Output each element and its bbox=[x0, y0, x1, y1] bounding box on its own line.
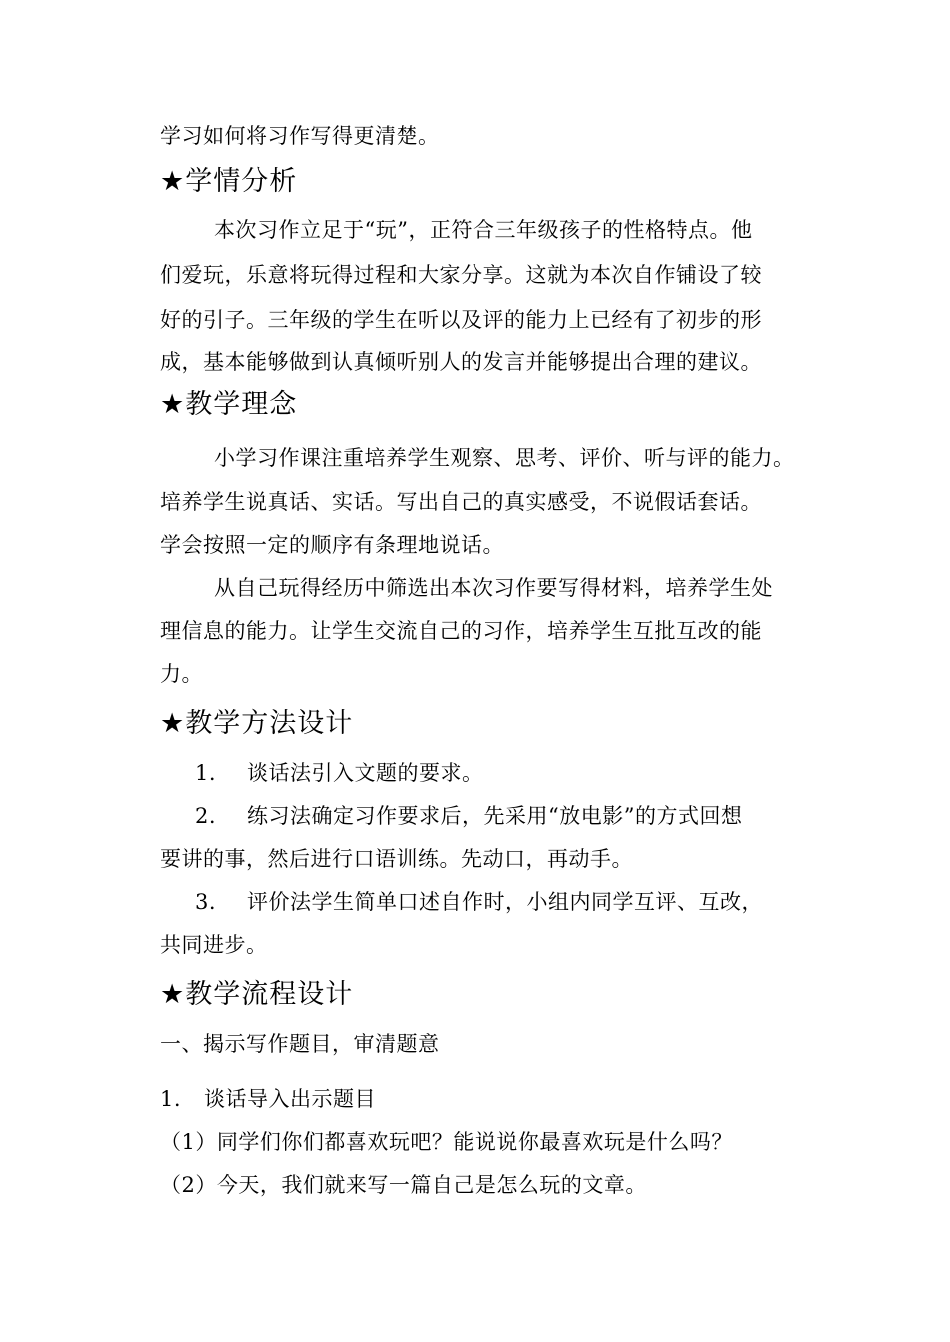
list-item bbox=[195, 887, 763, 917]
list-continuation: 要讲的事，然后进行口语训练。先动口，再动手。 bbox=[160, 847, 633, 871]
question-line: （1）同学们你们都喜欢玩吧？能说说你最喜欢玩是什么吗？ bbox=[160, 1130, 733, 1154]
heading-xueqing: ★学情分析 bbox=[160, 166, 298, 197]
step-heading: 一、揭示写作题目，审清题意 bbox=[160, 1032, 440, 1056]
list-item bbox=[195, 801, 742, 831]
list-number: 1. bbox=[195, 761, 217, 785]
question-line: （2）今天，我们就来写一篇自己是怎么玩的文章。 bbox=[160, 1173, 647, 1197]
paragraph-line: 小学习作课注重培养学生观察、思考、评价、听与评的能力。 bbox=[214, 446, 795, 470]
paragraph-line: 从自己玩得经历中筛选出本次习作要写得材料，培养学生处 bbox=[214, 576, 773, 600]
list-text: 练习法确定习作要求后，先采用“放电影”的方式回想 bbox=[247, 804, 743, 828]
paragraph-line: 本次习作立足于“玩”，正符合三年级孩子的性格特点。他 bbox=[214, 218, 753, 242]
list-number: 1. bbox=[160, 1087, 182, 1111]
list-number: 2. bbox=[195, 804, 217, 828]
paragraph-line: 好的引子。三年级的学生在听以及评的能力上已经有了初步的形 bbox=[160, 308, 762, 332]
paragraph-line: 理信息的能力。让学生交流自己的习作，培养学生互批互改的能 bbox=[160, 619, 762, 643]
heading-fangfa: ★教学方法设计 bbox=[160, 708, 354, 739]
paragraph-line: 成，基本能够做到认真倾听别人的发言并能够提出合理的建议。 bbox=[160, 350, 762, 374]
heading-liucheng: ★教学流程设计 bbox=[160, 979, 354, 1010]
paragraph-line: 力。 bbox=[160, 662, 203, 686]
paragraph-line: 学会按照一定的顺序有条理地说话。 bbox=[160, 533, 504, 557]
list-text: 评价法学生简单口述自作时，小组内同学互评、互改， bbox=[247, 890, 763, 914]
list-item bbox=[195, 758, 484, 788]
list-text: 谈话法引入文题的要求。 bbox=[247, 761, 484, 785]
heading-linian: ★教学理念 bbox=[160, 389, 298, 420]
list-item bbox=[160, 1084, 376, 1114]
list-continuation: 共同进步。 bbox=[160, 933, 268, 957]
list-text: 谈话导入出示题目 bbox=[204, 1087, 376, 1111]
list-number: 3. bbox=[195, 890, 217, 914]
intro-line: 学习如何将习作写得更清楚。 bbox=[160, 124, 440, 148]
paragraph-line: 们爱玩，乐意将玩得过程和大家分享。这就为本次自作铺设了较 bbox=[160, 263, 762, 287]
paragraph-line: 培养学生说真话、实话。写出自己的真实感受，不说假话套话。 bbox=[160, 490, 762, 514]
